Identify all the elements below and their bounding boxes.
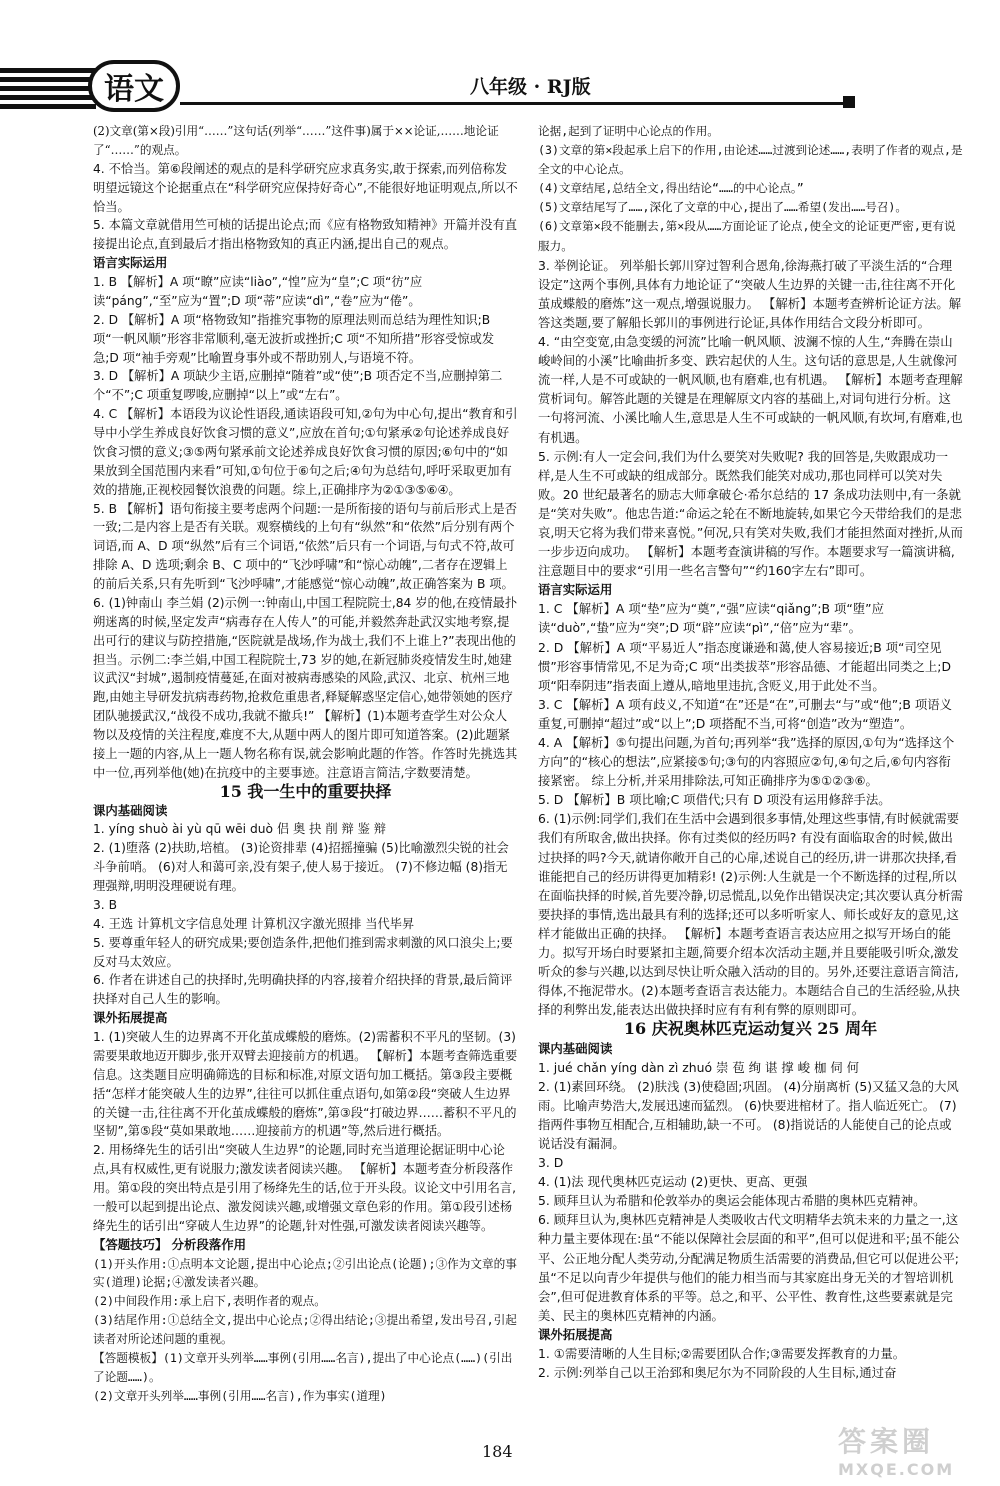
section-label: 【答题技巧】 分析段落作用 [93, 1236, 247, 1252]
section-title: 16 庆祝奥林匹克运动复兴 25 周年 [623, 1019, 878, 1039]
answer-item: 5. 顾拜旦认为希腊和伦敦举办的奥运会能体现古希腊的奥林匹克精神。 [538, 1193, 926, 1209]
header-rule [180, 102, 848, 105]
answer-item: 3. D 【解析】A 项缺少主语,应删掉“随着”或“使”;B 项否定不当,应删掉第二个“不”;C 项重复啰唆,应删掉“以上”或“左右”。 [93, 369, 503, 403]
header-stripes [0, 68, 96, 113]
answer-line: (2)文章(第×段)引用“……”这句话(列举“……”这件事)属于××论证,……地论证了“……”的观点。 [93, 124, 499, 157]
section-label: 课外拓展提高 [93, 1010, 168, 1026]
tip-line: (3)文章的第×段起承上启下的作用,由论述……过渡到论述……,表明了作者的观点,是全文的中心论点。 [538, 143, 963, 177]
answer-item: 6. 作者在讲述自己的抉择时,先明确抉择的内容,接着介绍抉择的背景,最后简评抉择对自己人生的影响。 [93, 973, 513, 1007]
answer-item: 1. (1)突破人生的边界离不开化茧成蝶般的磨炼。(2)需蓄积不平凡的坚韧。(3)需要果敢地迈开脚步,张开双臂去迎接前方的机遇。 【解析】本题考查筛选重要信息。这类题目应明确筛选的目标和标准,对原文语句加工概括。第③段主要概括“怎样才能突破人生的边界”,往往可以抓住重点语句,如第②段“突破人生边界的关键一击,往往离不开化茧成蝶般的磨炼”,第③段“打破边界……蓄积不平凡的坚韧”,第⑤段“莫如果敢地……迎接前方的机遇”等,然后进行概括。 [93, 1030, 518, 1139]
section-label: 语言实际运用 [93, 255, 168, 271]
watermark-logo [838, 1420, 988, 1480]
tip-line: (3)结尾作用:①总结全文,提出中心论点;②得出结论;③提出希望,发出号召,引起读者对所论述问题的重视。 [93, 1313, 517, 1346]
answer-item: 2. (1)素回环绕。 (2)肤浅 (3)使稳固;巩固。 (4)分崩离析 (5)又猛又急的大风雨。比喻声势浩大,发展迅速而猛烈。 (6)快要进棺材了。指人临近死亡。 (7)指两件事物互相配合,互相辅助,缺一不可。 (8)指说话的人能使自己的论点或说话没有漏洞。 [538, 1078, 959, 1151]
answer-item: 4. A 【解析】⑤句提出问题,为首句;再列举“我”选择的原因,①句为“选择这个方向”的“核心的想法”,应紧接⑤句;③句的内容照应②句,④句之后,⑥句内容衔接紧密。 综上分析,并采用排除法,可知正确排序为⑤①②③⑥。 [538, 735, 955, 789]
answer-item: 3. B [93, 897, 117, 912]
answer-item: 1. yíng shuò ài yù qū wēi duò 侣 奥 抉 削 辩 鉴 辩 [93, 822, 387, 837]
answer-item: 2. 示例:列举自己以王治郅和奥尼尔为不同阶段的人生目标,通过奋 [538, 1365, 897, 1381]
answer-item: 3. C 【解析】A 项有歧义,不知道“在”还是“在”,可删去“与”或“他”;B 项语义重复,可删掉“超过”或“以上”;D 项搭配不当,可将“创造”改为“塑造”。 [538, 696, 952, 731]
answer-item: 1. C 【解析】A 项“垫”应为“奠”,“强”应读“qiǎng”;B 项“堕”应读“duò”,“蛰”应为“突”;D 项“辟”应读“pì”,“倍”应为“辈”。 [538, 601, 884, 636]
answer-item: 4. (1)法 现代奥林匹克运动 (2)更快、更高、更强 [538, 1174, 808, 1190]
answer-item: 3. D [538, 1155, 564, 1171]
answer-item: 5. B 【解析】语句衔接主要考虑两个问题:一是所衔接的语句与前后形式上是否一致;二是内容上是否有关联。观察横线的上句有“纵然”和“依然”后分别有两个词语,而 A、D 项“纵然”后有三个词语,“依然”后只有一个词语,与句式不符,故可排除 A、D 选项;剩余 B、C 项中的“飞沙呼啸”和“惊心动魄”,二者存在逻辑上的前后关系,只有先听到“飞沙呼啸”,才能感觉“惊心动魄”,故正确答案为 B 项。 [93, 501, 518, 591]
subject-logo: 语文 [88, 60, 180, 112]
answer-item: 4. 王选 计算机文字信息处理 计算机汉字激光照排 当代毕昇 [93, 916, 415, 931]
tip-line: (6)文章第×段不能删去,第×段从……方面论证了论点,使全文的论证更严密,更有说服力。 [538, 219, 956, 253]
watermark-line2: MXQE.COM [838, 1460, 955, 1479]
watermark-line1: 答案圈 [838, 1425, 935, 1458]
page-number: 184 [482, 1442, 513, 1461]
right-column [538, 122, 963, 1382]
left-column [93, 122, 518, 1406]
answer-item: 4. “由空变宽,由急变缓的河流”比喻一帆风顺、波澜不惊的人生,“奔腾在崇山峻岭间的小溪”比喻曲折多变、跌宕起伏的人生。这句话的意思是,人生就像河流一样,人是不可或缺的一帆风顺,也有磨难,也有机遇。 【解析】本题考查理解赏析词句。解答此题的关键是在理解原文内容的基础上,对词句进行分析。这一句将河流、小溪比喻人生,意思是人生不可或缺的一帆风顺,有坎坷,有磨难,也有机遇。 [538, 334, 963, 445]
answer-item: 5. D 【解析】B 项比喻;C 项借代;只有 D 项没有运用修辞手法。 [538, 792, 891, 808]
answer-item: 6. (1)钟南山 李兰娟 (2)示例一:钟南山,中国工程院院士,84 岁的他,在疫情最扑朔迷离的时候,坚定发声“病毒存在人传人”的可能,并毅然奔赴武汉实地考察,提出可行的建议与防控措施,“医院就是战场,作为战士,我们不上谁上?”表现出他的担当。示例二:李兰娟,中国工程院院士,73 岁的她,在新冠肺炎疫情发生时,她建议武汉“封城”,遏制疫情蔓延,在面对被病毒感染的风险,武汉、北京、杭州三地跑,由她主导研发抗病毒药物,抢救危重患者,释疑解惑坚定信心,她带领她的医疗团队驰援武汉,“战役不成功,我就不撤兵!” 【解析】(1)本题考查学生对公众人物以及疫情的关注程度,难度不大,从题中两人的图片即可知道答案。(2)此题紧接上一题的内容,从上一题人物名称有误,就会影响此题的作答。作答时先挑选其中一位,再列举他(她)在抗疫中的主要事迹。注意语言简洁,字数要清楚。 [93, 595, 518, 780]
answer-item: 4. 不恰当。第⑥段阐述的观点的是科学研究应求真务实,敢于探索,而列倍称发明望远镜这个论据重点在“科学研究应保持好奇心”,不能很好地证明观点,所以不恰当。 [93, 161, 518, 214]
answer-item: 6. (1)示例:同学们,我们在生活中会遇到很多事情,处理这些事情,有时候就需要我们有所取舍,做出抉择。你有过类似的经历吗? 有没有面临取舍的时候,做出过抉择的吗?今天,就请你敞开自己的心扉,述说自己的经历,讲一讲那次抉择,看谁能把自己的经历讲得更加精彩! (2)示例:人生就是一个不断选择的过程,所以在面临抉择的时候,首先要冷静,切忌慌乱,以免作出错误决定;其次要认真分析需要抉择的事情,选出最具有利的选择;还可以多听听家人、师长或好友的意见,这样才能做出正确的抉择。 【解析】本题考查语言表达应用之拟写开场白的能力。拟写开场白时要紧扣主题,简要介绍本次活动主题,并且要能吸引听众,激发听众的参与兴趣,以达到尽快让听众融入活动的目的。另外,还要注意语言简洁,得体,不拖泥带水。(2)本题考查语言表达能力。本题结合自己的生活经验,从抉择的利弊出发,能表达出做抉择时应有有利有弊的原则即可。 [538, 811, 963, 1018]
grade-label: 八年级 · RJ版 [470, 76, 591, 98]
answer-item: 3. 举例论证。 列举船长郭川穿过智利合恩角,徐海燕打破了平淡生活的“合理设定”这两个事例,具体有力地论证了“突破人生边界的关键一击,往往离不开化茧成蝶般的磨炼”这一观点,增强说服力。 【解析】本题考查辨析论证方法。解答这类题,要了解船长郭川的事例进行论证,具体作用结合文段分析即可。 [538, 257, 962, 330]
answer-item: 2. D 【解析】A 项“格物致知”指推究事物的原理法则而总结为理性知识;B 项“一帆风顺”形容非常顺利,毫无波折或挫折;C 项“不知所措”形容受惊或发急;D 项“袖手旁观”比喻置身事外或不帮助别人,与语境不符。 [93, 312, 495, 365]
tip-line: (5)文章结尾写了……,深化了文章的中心,提出了……希望(发出……号召)。 [538, 200, 907, 215]
header-square-icon [843, 96, 855, 108]
section-label: 课外拓展提高 [538, 1326, 613, 1342]
tip-line: 论据,起到了证明中心论点的作用。 [538, 124, 719, 138]
tip-line: (2)文章开头列举……事例(引用……名言),作为事实(道理) [93, 1388, 387, 1403]
answer-item: 5. 本篇文章就借用竺可桢的话提出论点;而《应有格物致知精神》开篇并没有直接提出论点,直到最后才指出格物致知的真正内涵,提出自己的观点。 [93, 218, 517, 252]
answer-item: 2. 用杨绛先生的话引出“突破人生边界”的论题,同时充当道理论据证明中心论点,具有权威性,更有说服力;激发读者阅读兴趣。 【解析】本题考查分析段落作用。第①段的突出特点是引用了杨绛先生的话,位于开头段。议论文中引用名言,一般可以起到提出论点、激发阅读兴趣,或增强文章色彩的作用。第①段引述杨绛先生的话引出“穿破人生边界”的论题,针对性强,可激发读者阅读兴趣等。 [93, 1143, 517, 1233]
answer-item: 5. 示例:有人一定会问,我们为什么要笑对失败呢? 我的回答是,失败跟成功一样,是人生不可或缺的组成部分。既然我们能笑对成功,那也同样可以笑对失败。20 世纪最著名的励志大师拿破仑·希尔总结的 17 条成功法则中,有一条就是“笑对失败”。他忠告道:“命运之轮在不断地旋转,如果它今天带给我们的是悲哀,明天它将为我们带来喜悦。”何况,只有笑对失败,我们才能担然面对挫折,从而一步步迈向成功。 【解析】本题考查演讲稿的写作。本题要求写一篇演讲稿,注意题目中的要求“引用一些名言警句”“约160字左右”即可。 [538, 448, 963, 579]
tip-line: (2)中间段作用:承上启下,表明作者的观点。 [93, 1294, 326, 1309]
answer-item: 2. D 【解析】A 项“平易近人”指态度谦逊和蔼,使人容易接近;B 项“司空见惯”形容事情常见,不足为奇;C 项“出类拔萃”形容品德、才能超出同类之上;D 项“阳奉阴违”指表面上遵从,暗地里违抗,含贬义,用于此处不当。 [538, 639, 952, 693]
tip-line: (4)文章结尾,总结全文,得出结论“……的中心论点。” [538, 181, 804, 196]
section-label: 课内基础阅读 [538, 1040, 613, 1056]
section-label: 语言实际运用 [538, 582, 613, 598]
answer-item: 5. 要尊重年轻人的研究成果;要创造条件,把他们推到需求刺激的风口浪尖上;要反对马太效应。 [93, 935, 513, 969]
answer-item: 6. 顾拜旦认为,奥林匹克精神是人类吸收古代文明精华去筑未来的力量之一,这种力量主要体现在:虽“不能以保障社会层面的和平”,但可以促进和平;虽不能公平、公正地分配人类劳动,分配满足物质生活需要的消费品,但它可以促进公平;虽“不足以向青少年提供与他们的能力相当而与其家庭出身无关的才智培训机会”,但可促进教育体系的平等。总之,和平、公平性、教育性,这些要素就是完美、民主的奥林匹克精神的内涵。 [538, 1212, 960, 1323]
section-title: 15 我一生中的重要抉择 [219, 781, 392, 801]
answer-item: 1. ①需要清晰的人生目标;②需要团队合作;③需要发挥教育的力量。 [538, 1346, 906, 1361]
tip-line: 【答题模板】(1)文章开头列举……事例(引用……名言),提出了中心论点(……)(引出了论题……)。 [93, 1350, 513, 1384]
answer-item: 1. B 【解析】A 项“瞭”应读“liào”,“惶”应为“皇”;C 项“彷”应读“páng”,“至”应为“置”;D 项“蒂”应读“dì”,“卷”应为“倦”。 [93, 275, 423, 308]
answer-item: 2. (1)堕落 (2)扶助,培植。 (3)论资排辈 (4)招摇撞骗 (5)比喻激烈尖锐的社会斗争前哨。 (6)对人和蔼可亲,没有架子,使人易于接近。 (7)不修边幅 (8)指无理强辩,明明没理硬说有理。 [93, 841, 509, 893]
section-label: 课内基础阅读 [93, 802, 168, 818]
tip-line: (1)开头作用:①点明本文论题,提出中心论点;②引出论点(论题);③作为文章的事实(道理)论据;④激发读者兴趣。 [93, 1256, 517, 1290]
answer-item: 1. jué chǎn yíng dàn zì zhuó 崇 苞 绚 谌 撑 峻 枷 伺 何 [538, 1059, 859, 1075]
page-header [0, 60, 1000, 118]
answer-item: 4. C 【解析】本语段为议论性语段,通读语段可知,②句为中心句,提出“教育和引导中小学生养成良好饮食习惯的意义”,应放在首句;①句紧承②句论述养成良好饮食习惯的意义;③⑤两句紧承前文论述养成良好饮食习惯的原因;⑥句中的“如果放到全国范围内来看”可知,①句位于⑥句之后;④句为总结句,呼吁采取更加有效的措施,正视校园餐饮浪费的问题。综上,正确排序为②①③⑤⑥④。 [93, 407, 518, 497]
